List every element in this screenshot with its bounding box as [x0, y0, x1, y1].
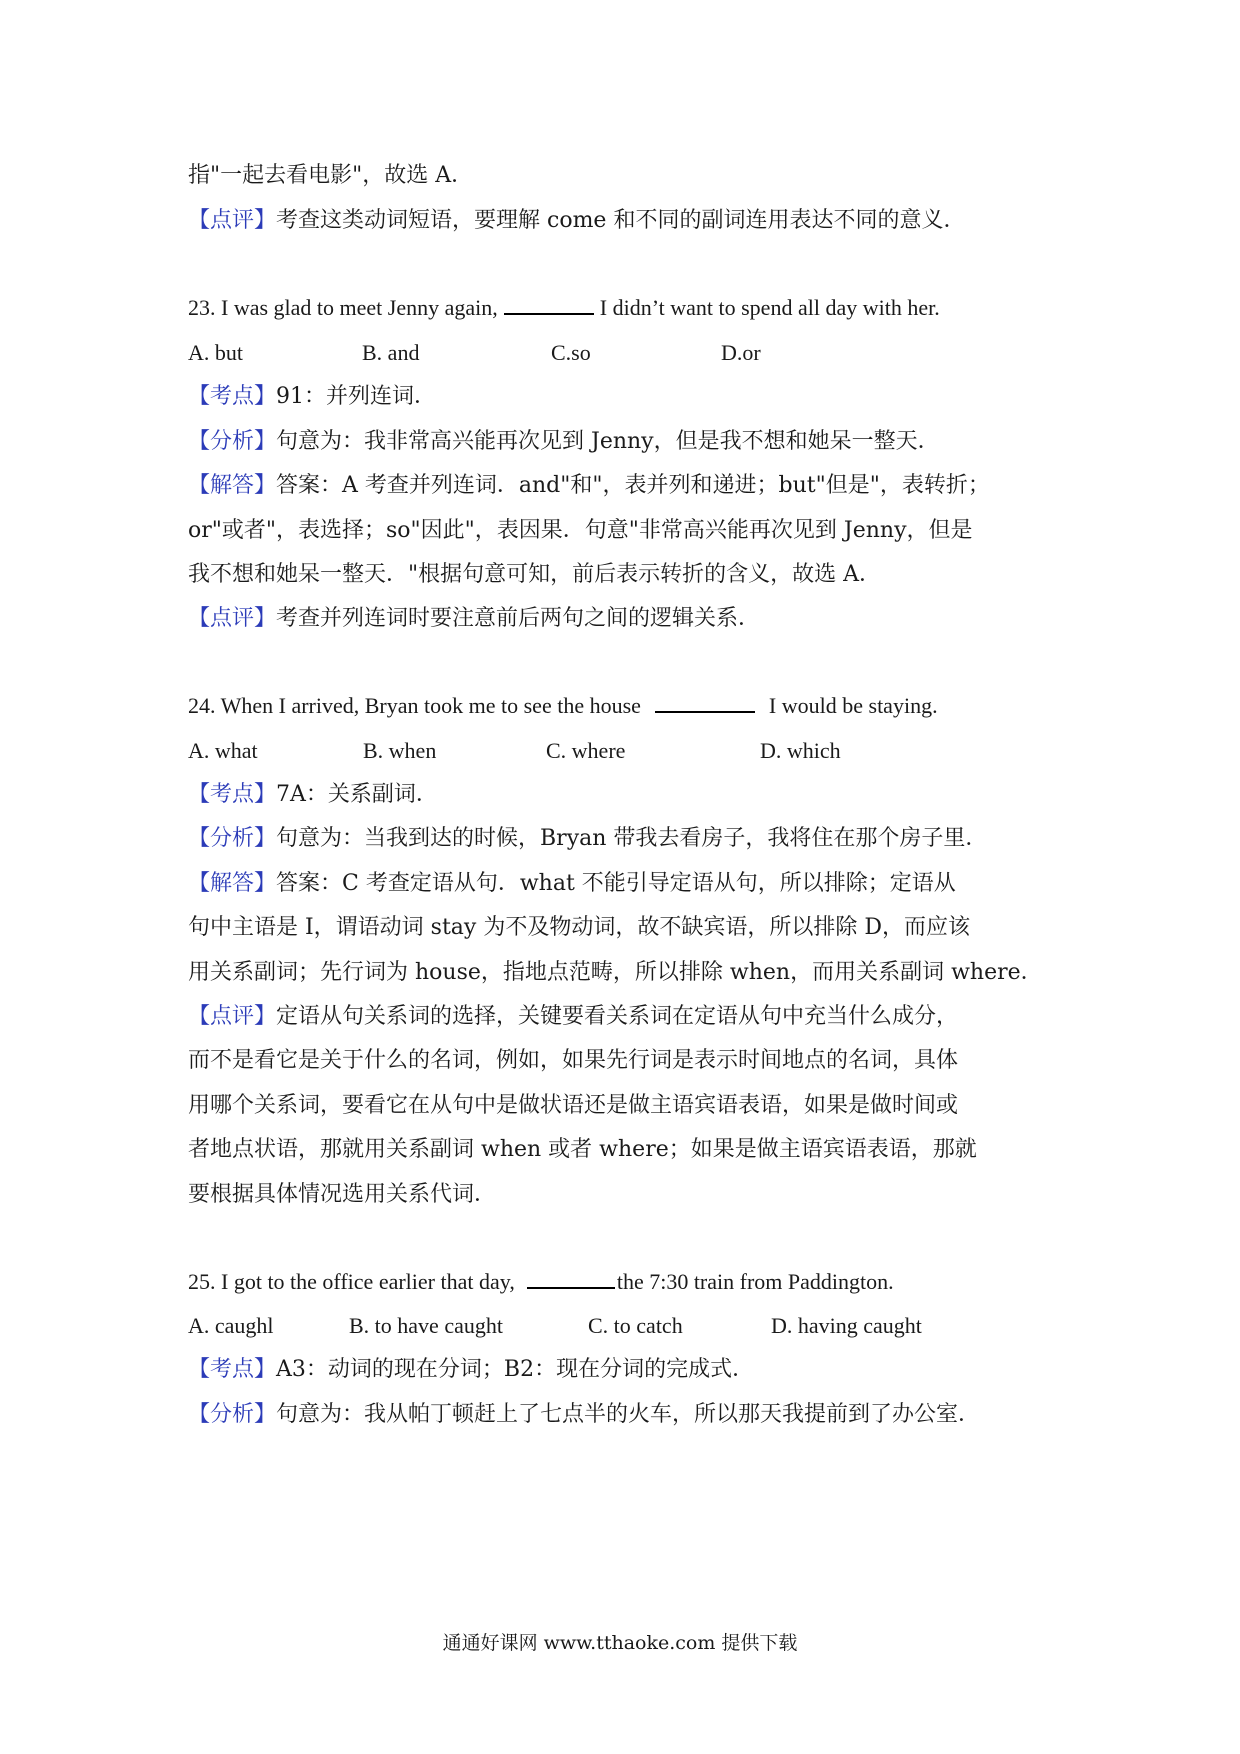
dianping-text: 定语从句关系词的选择，关键要看关系词在定语从句中充当什么成分，	[276, 1004, 959, 1029]
question-25-stem	[188, 1267, 1060, 1297]
question-24-dianping-line-3: 用哪个关系词，要看它在从句中是做状语还是做主语宾语表语，如果是做时间或	[188, 1093, 959, 1118]
option-b: B. and	[362, 340, 420, 365]
question-24-dianping-line-1	[188, 1002, 1060, 1032]
jieda-tag: 【解答】	[188, 871, 277, 896]
question-24-dianping-line-4: 者地点状语，那就用关系副词 when 或者 where；如果是做主语宾语表语，那就	[188, 1137, 977, 1162]
page-footer: 通通好课网 www.tthaoke.com 提供下载	[442, 1632, 798, 1654]
question-24-jieda-line-3: 用关系副词；先行词为 house，指地点范畴，所以排除 when，而用关系副词 where．	[188, 960, 1043, 985]
question-24-dianping-line-2: 而不是看它是关于什么的名词，例如，如果先行词是表示时间地点的名词，具体	[188, 1048, 959, 1073]
question-23-kaodian	[188, 382, 1060, 412]
stem-before: 23. I was glad to meet Jenny again,	[188, 295, 498, 320]
question-23-jieda-line-3: 我不想和她呆一整天．"根据句意可知，前后表示转折的含义，故选 A．	[188, 562, 882, 587]
question-23-dianping	[188, 604, 1060, 634]
fenxi-tag: 【分析】	[188, 826, 277, 851]
answer-blank	[655, 691, 755, 713]
dianping-tag: 【点评】	[188, 606, 277, 631]
kaodian-text: 7A：关系副词．	[276, 782, 438, 807]
question-25-kaodian	[188, 1355, 1060, 1385]
jieda-tag: 【解答】	[188, 473, 277, 498]
jieda-text: 答案：A 考查并列连词．and"和"，表并列和递进；but"但是"，表转折；	[276, 473, 990, 498]
option-a: A. what	[188, 738, 258, 763]
fenxi-tag: 【分析】	[188, 429, 277, 454]
stem-after: I would be staying.	[768, 693, 938, 718]
kaodian-tag: 【考点】	[188, 384, 277, 409]
kaodian-tag: 【考点】	[188, 782, 277, 807]
option-c: C. where	[546, 738, 626, 763]
option-d: D. having caught	[771, 1313, 922, 1338]
option-c: C. to catch	[588, 1313, 683, 1338]
answer-blank	[527, 1267, 615, 1289]
question-24-dianping-line-5: 要根据具体情况选用关系代词．	[188, 1182, 497, 1207]
question-24-jieda-line-2: 句中主语是 I，谓语动词 stay 为不及物动词，故不缺宾语，所以排除 D，而应该	[188, 915, 970, 940]
stem-after: the 7:30 train from Paddington.	[616, 1269, 894, 1294]
option-b: B. when	[363, 738, 437, 763]
question-24-fenxi	[188, 824, 1060, 854]
answer-blank	[504, 293, 594, 315]
option-c: C.so	[551, 340, 591, 365]
fenxi-text: 句意为：当我到达的时候，Bryan 带我去看房子，我将住在那个房子里．	[276, 826, 988, 851]
question-23-jieda-line-2: or"或者"，表选择；so"因此"，表因果．句意"非常高兴能再次见到 Jenny，但是	[188, 518, 973, 543]
fenxi-text: 句意为：我非常高兴能再次见到 Jenny，但是我不想和她呆一整天．	[276, 429, 940, 454]
option-a: A. but	[188, 340, 243, 365]
option-a: A. caughl	[188, 1313, 274, 1338]
stem-before: 24. When I arrived, Bryan took me to see the house	[188, 693, 641, 718]
kaodian-text: A3：动词的现在分词；B2：现在分词的完成式．	[276, 1357, 755, 1382]
stem-after: I didn’t want to spend all day with her.	[599, 295, 940, 320]
stem-before: 25. I got to the office earlier that day,	[188, 1269, 515, 1294]
comment-tag: 【点评】	[188, 208, 277, 233]
previous-answer-conclusion	[188, 161, 1060, 191]
comment-text: 考查这类动词短语，要理解 come 和不同的副词连用表达不同的意义．	[276, 208, 966, 233]
question-23-stem	[188, 293, 1060, 323]
jieda-text: 答案：C 考查定语从句．what 不能引导定语从句，所以排除；定语从	[276, 871, 956, 896]
fenxi-tag: 【分析】	[188, 1402, 277, 1427]
dianping-tag: 【点评】	[188, 1004, 277, 1029]
question-24-stem	[188, 691, 1060, 721]
conclusion-text: 指"一起去看电影"，故选 A．	[188, 163, 474, 188]
previous-comment	[188, 206, 1060, 236]
option-b: B. to have caught	[349, 1313, 503, 1338]
kaodian-text: 91：并列连词．	[276, 384, 437, 409]
option-d: D. which	[760, 738, 841, 763]
question-24-kaodian	[188, 780, 1060, 810]
fenxi-text: 句意为：我从帕丁顿赶上了七点半的火车，所以那天我提前到了办公室．	[276, 1402, 981, 1427]
dianping-text: 考查并列连词时要注意前后两句之间的逻辑关系．	[276, 606, 761, 631]
question-24-jieda-line-1	[188, 869, 1060, 899]
question-25-fenxi	[188, 1400, 1060, 1430]
question-23-jieda-line-1	[188, 471, 1060, 501]
kaodian-tag: 【考点】	[188, 1357, 277, 1382]
option-d: D.or	[721, 340, 761, 365]
question-23-fenxi	[188, 427, 1060, 457]
